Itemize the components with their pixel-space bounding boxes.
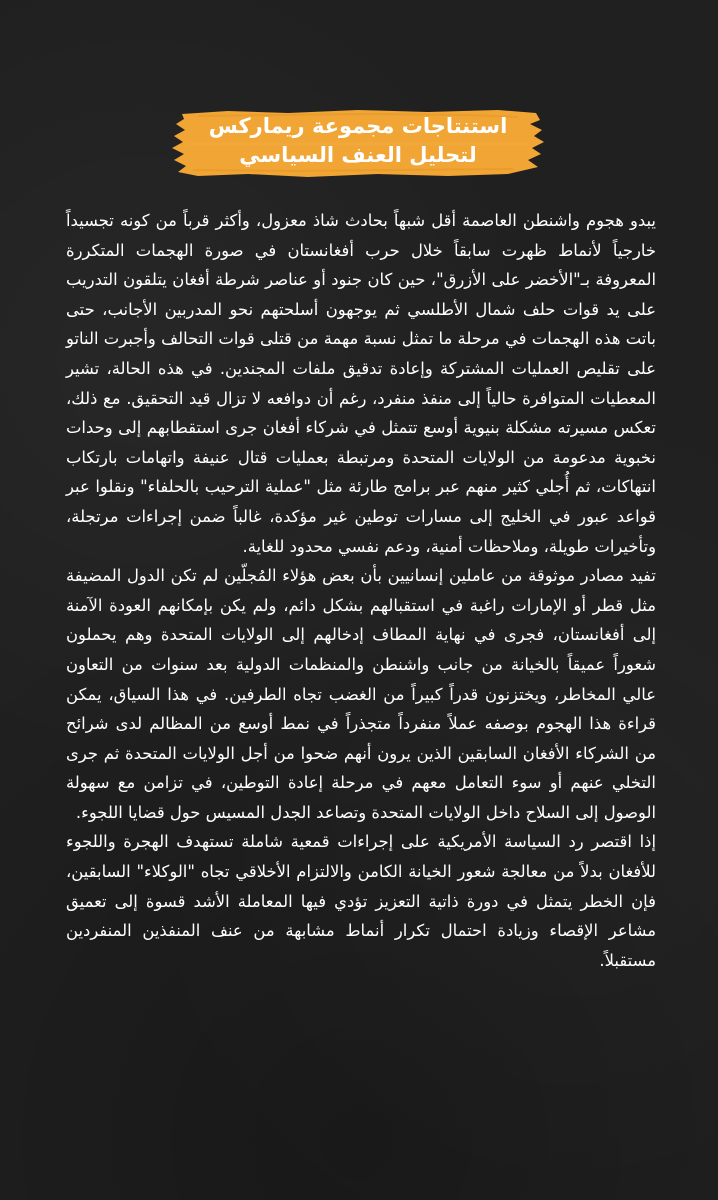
paragraph-3: إذا اقتصر رد السياسة الأمريكية على إجراءات قمعية شاملة تستهدف الهجرة واللجوء للأفغان بدلاً من معالجة شعور الخيانة الكامن والالتزام الأخلاقي تجاه "الوكلاء" السابقين، فإن الخطر يتمثل في دورة ذاتية التعزيز تؤدي فيها المعاملة الأشد قسوة إلى تعميق مشاعر الإقصاء وزيادة احتمال تكرار أنماط مشابهة من عنف المنفذين المنفردين مستقبلاً. bbox=[66, 832, 656, 970]
title-banner bbox=[168, 104, 548, 182]
article-body bbox=[66, 206, 656, 975]
paragraph-1: يبدو هجوم واشنطن العاصمة أقل شبهاً بحادث شاذ معزول، وأكثر قرباً من كونه تجسيداً خارجياً لأنماط ظهرت سابقاً خلال حرب أفغانستان في صورة الهجمات المتكررة المعروفة بـ"الأخضر على الأزرق"، حين كان جنود أو عناصر شرطة أفغان يتلقون التدريب على يد قوات حلف شمال الأطلسي ثم يوجهون أسلحتهم نحو المدربين الأجانب، حتى باتت هذه الهجمات في مرحلة ما تمثل نسبة مهمة من قتلى قوات التحالف وأجبرت الناتو على تقليص العمليات المشتركة وإعادة تدقيق ملفات المجندين. في هذه الحالة، تشير المعطيات المتوافرة حالياً إلى منفذ منفرد، رغم أن دوافعه لا تزال قيد التحقيق. مع ذلك، تعكس مسيرته مشكلة بنيوية أوسع تتمثل في شركاء أفغان جرى استقطابهم إلى وحدات نخبوية مدعومة من الولايات المتحدة ومرتبطة بعمليات قتال عنيفة واتهامات بارتكاب انتهاكات، ثم أُجلي كثير منهم عبر برامج طارئة مثل "عملية الترحيب بالحلفاء" ونقلوا عبر قواعد عبور في الخليج إلى مسارات توطين غير مؤكدة، غالباً ضمن إجراءات مرتجلة، وتأخيرات طويلة، وملاحظات أمنية، ودعم نفسي محدود للغاية. bbox=[66, 211, 656, 556]
paragraph-2: تفيد مصادر موثوقة من عاملين إنسانيين بأن بعض هؤلاء المُجلّين لم تكن الدول المضيفة مثل قطر أو الإمارات راغبة في استقبالهم بشكل دائم، ولم يكن بإمكانهم العودة الآمنة إلى أفغانستان، فجرى في نهاية المطاف إدخالهم إلى الولايات المتحدة وهم يحملون شعوراً عميقاً بالخيانة من جانب واشنطن والمنظمات الدولية بعد سنوات من التعاون عالي المخاطر، ويختزنون قدراً كبيراً من الغضب تجاه الطرفين. في هذا السياق، يمكن قراءة هذا الهجوم بوصفه عملاً منفرداً متجذراً في نمط أوسع من المظالم لدى شرائح من الشركاء الأفغان السابقين الذين يرون أنهم ضحوا من أجل الولايات المتحدة ثم جرى التخلي عنهم أو سوء التعامل معهم في مرحلة إعادة التوطين، في تزامن مع سهولة الوصول إلى السلاح داخل الولايات المتحدة وتصاعد الجدل المسيس حول قضايا اللجوء. bbox=[66, 566, 656, 822]
title-line-2: لتحليل العنف السياسي bbox=[239, 143, 477, 167]
title-line-1: استنتاجات مجموعة ريماركس bbox=[208, 114, 508, 138]
page-title bbox=[168, 112, 548, 170]
